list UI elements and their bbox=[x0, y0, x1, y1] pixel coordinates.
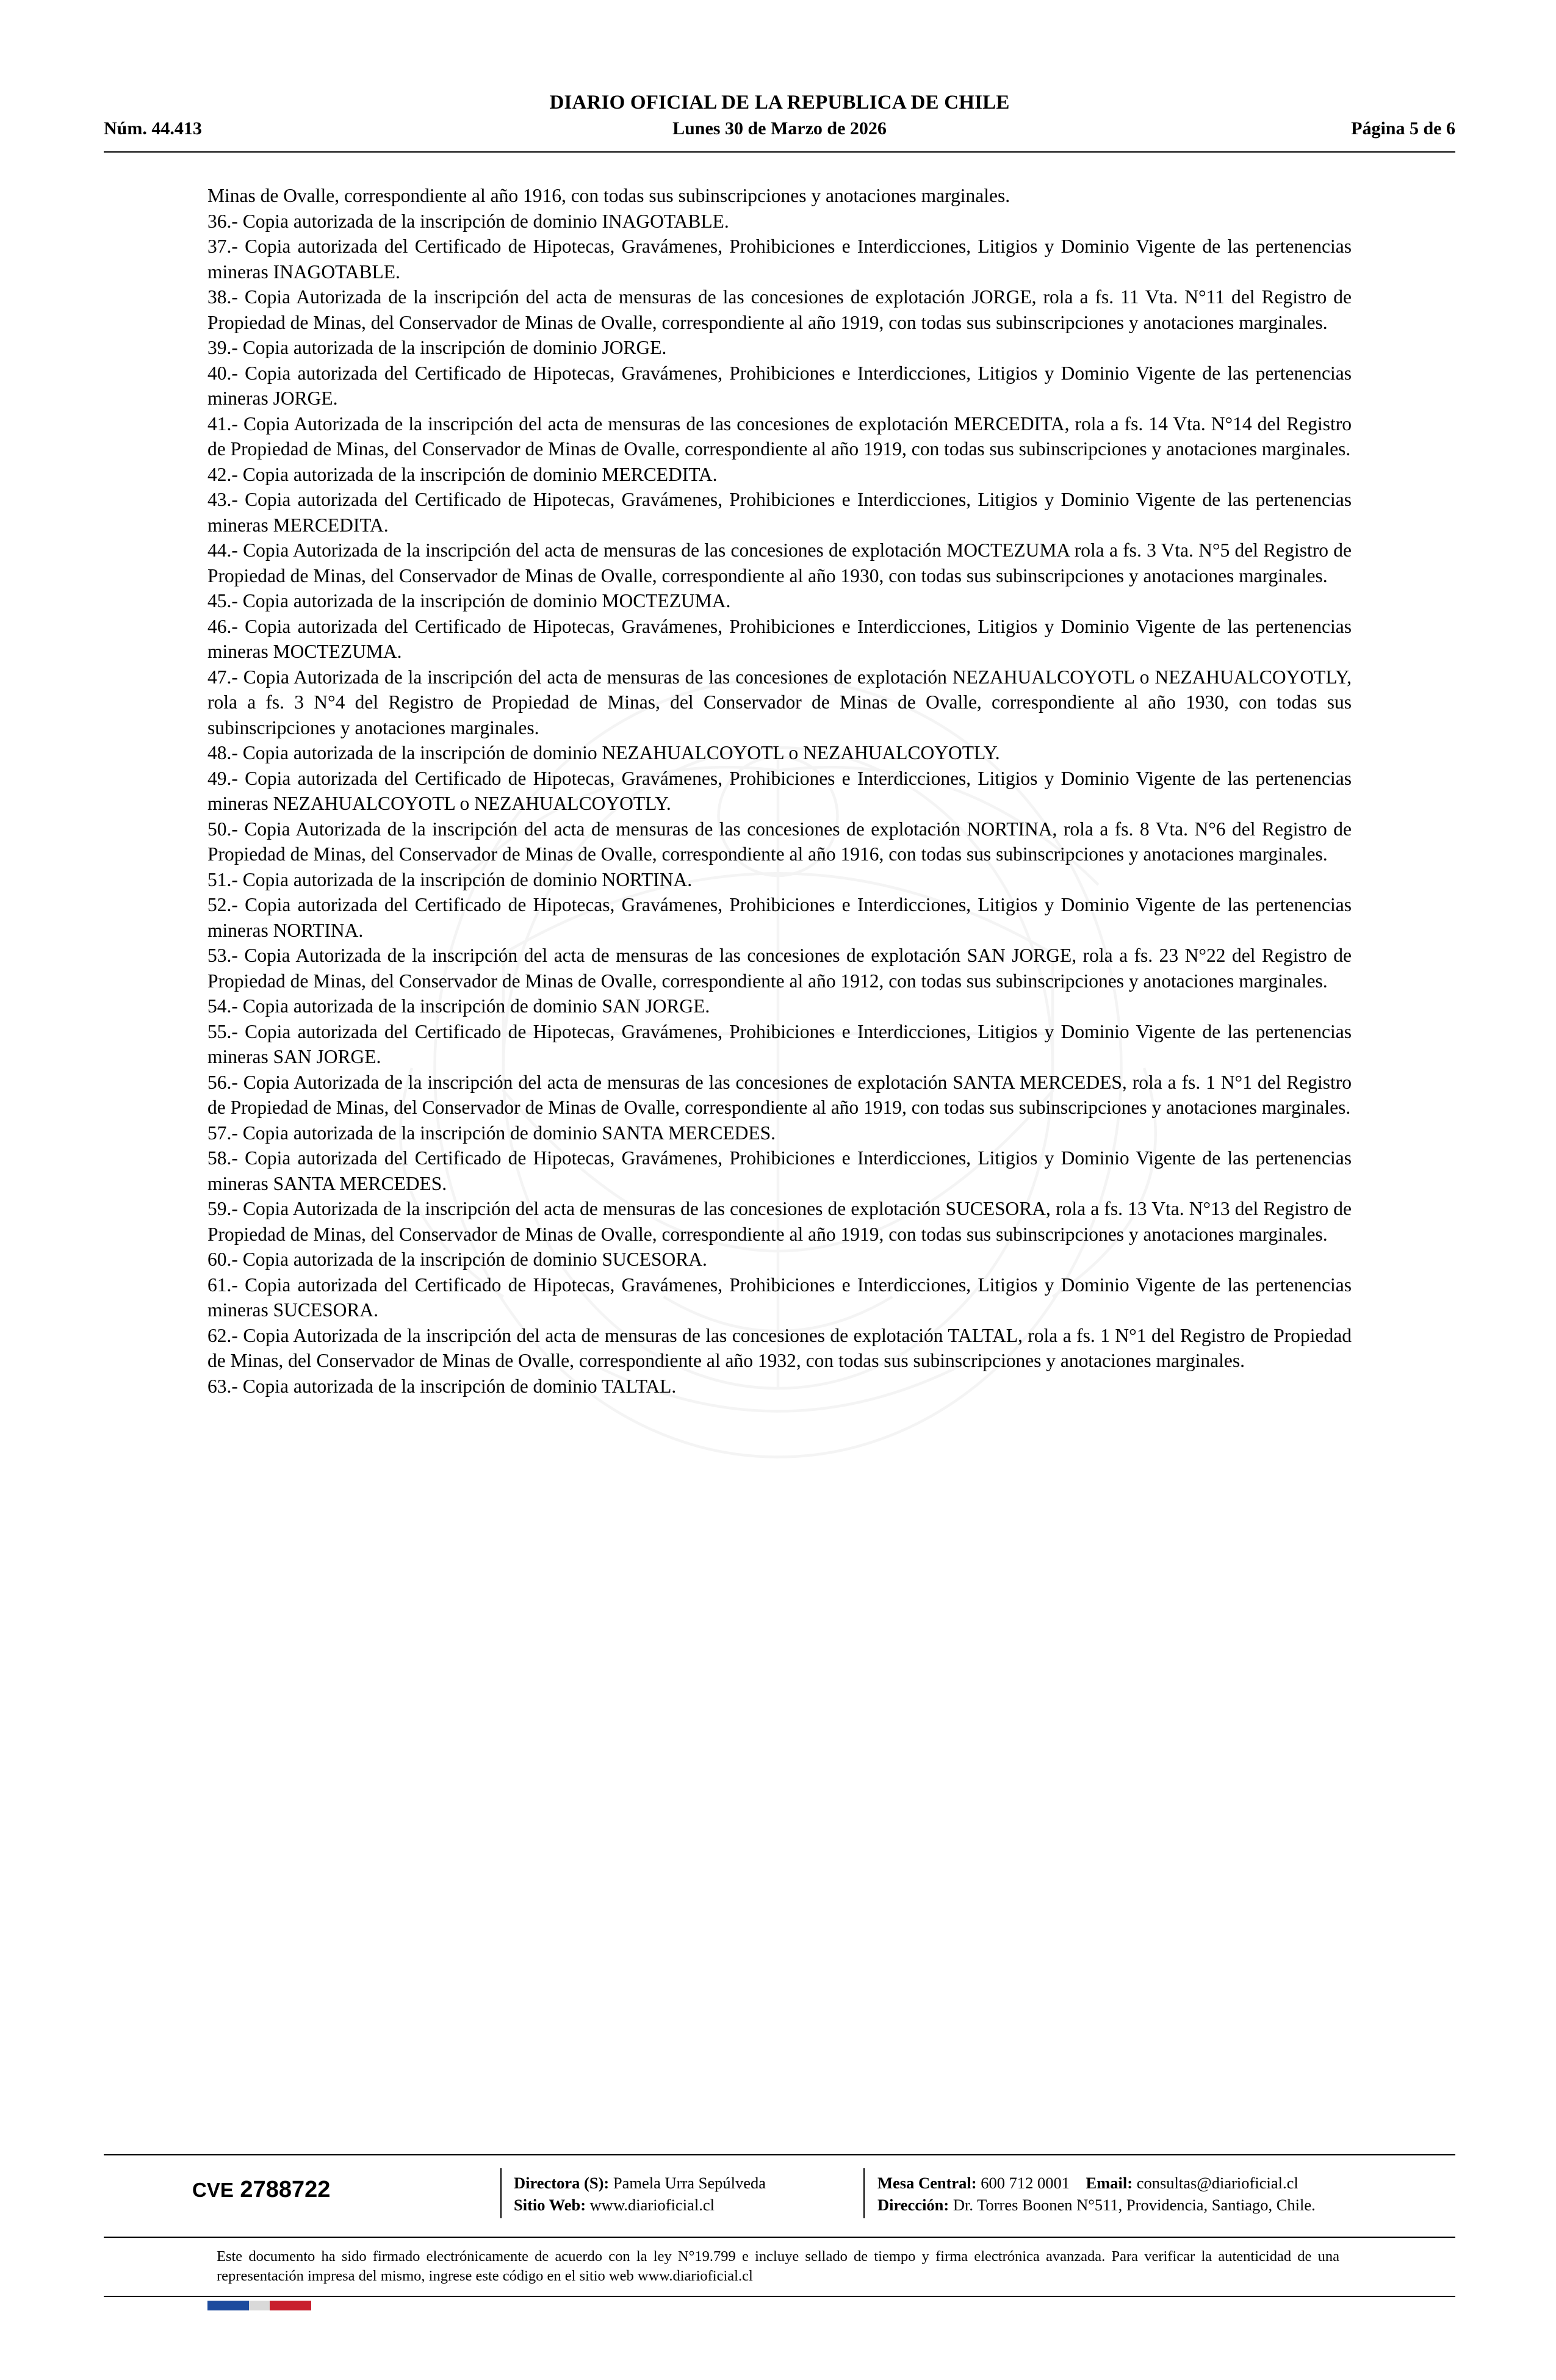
flag-segment bbox=[270, 2301, 290, 2310]
body-paragraph: 49.- Copia autorizada del Certificado de Hipotecas, Gravámenes, Prohibiciones e Interdicciones, Litigios y Dominio Vigente de las pertenencias mineras NEZAHUALCOYOTL o NEZAHUALCOYOTLY. bbox=[207, 767, 1352, 814]
body-paragraph: 44.- Copia Autorizada de la inscripción del acta de mensuras de las concesiones de explotación MOCTEZUMA rola a fs. 3 Vta. N°5 del Registro de Propiedad de Minas, del Conservador de Minas de Ovalle, correspondiente al año 1930, con todas sus subinscripciones y anotaciones marginales. bbox=[207, 539, 1352, 586]
body-paragraph: 61.- Copia autorizada del Certificado de Hipotecas, Gravámenes, Prohibiciones e Interdicciones, Litigios y Dominio Vigente de las pertenencias mineras SUCESORA. bbox=[207, 1274, 1352, 1321]
flag-segment bbox=[207, 2301, 228, 2310]
body-paragraph: 60.- Copia autorizada de la inscripción de dominio SUCESORA. bbox=[207, 1249, 707, 1270]
body-paragraph: 57.- Copia autorizada de la inscripción de dominio SANTA MERCEDES. bbox=[207, 1122, 776, 1144]
body-paragraph: 41.- Copia Autorizada de la inscripción del acta de mensuras de las concesiones de explotación MERCEDITA, rola a fs. 14 Vta. N°14 del Registro de Propiedad de Minas, del Conservador de Minas de Ovalle, correspondiente al año 1919, con todas sus subinscripciones y anotaciones marginales. bbox=[207, 413, 1352, 460]
cve-number: 2788722 bbox=[240, 2177, 331, 2202]
body-paragraph: 52.- Copia autorizada del Certificado de Hipotecas, Gravámenes, Prohibiciones e Interdicciones, Litigios y Dominio Vigente de las pertenencias mineras NORTINA. bbox=[207, 894, 1352, 941]
body-paragraph: 62.- Copia Autorizada de la inscripción del acta de mensuras de las concesiones de explotación TALTAL, rola a fs. 1 N°1 del Registro de Propiedad de Minas, del Conservador de Minas de Ovalle, correspondiente al año 1932, con todas sus subinscripciones y anotaciones marginales. bbox=[207, 1324, 1352, 1371]
page-footer bbox=[104, 2163, 1455, 2230]
header-divider bbox=[104, 151, 1455, 153]
director-name: Pamela Urra Sepúlveda bbox=[613, 2174, 766, 2192]
email-label: Email: bbox=[1086, 2174, 1133, 2192]
body-paragraph: 51.- Copia autorizada de la inscripción de dominio NORTINA. bbox=[207, 868, 693, 890]
legal-notice: Este documento ha sido firmado electrónicamente de acuerdo con la ley N°19.799 e incluye sellado de tiempo y firma electrónica avanzada. Para verificar la autenticidad de una representación impresa del mismo, ingrese este código en el sitio web www.diarioficial.cl bbox=[217, 2248, 1339, 2284]
body-paragraph: 38.- Copia Autorizada de la inscripción del acta de mensuras de las concesiones de explotación JORGE, rola a fs. 11 Vta. N°11 del Registro de Propiedad de Minas, del Conservador de Minas de Ovalle, correspondiente al año 1919, con todas sus subinscripciones y anotaciones marginales. bbox=[207, 286, 1352, 333]
body-paragraph: 36.- Copia autorizada de la inscripción de dominio INAGOTABLE. bbox=[207, 210, 729, 232]
footer-divider-top bbox=[104, 2154, 1455, 2155]
flag-stripe bbox=[207, 2301, 311, 2310]
body-paragraph: 63.- Copia autorizada de la inscripción de dominio TALTAL. bbox=[207, 1375, 677, 1397]
footer-divider-bottom bbox=[104, 2296, 1455, 2297]
footer-divider-mid bbox=[104, 2237, 1455, 2238]
director-label: Directora (S): bbox=[514, 2174, 610, 2192]
address-value: Dr. Torres Boonen N°511, Providencia, Santiago, Chile. bbox=[953, 2196, 1316, 2214]
flag-segment bbox=[228, 2301, 249, 2310]
issue-date: Lunes 30 de Marzo de 2026 bbox=[672, 118, 887, 139]
publication-title: DIARIO OFICIAL DE LA REPUBLICA DE CHILE bbox=[549, 92, 1010, 114]
body-paragraph: 45.- Copia autorizada de la inscripción de dominio MOCTEZUMA. bbox=[207, 590, 731, 611]
document-body bbox=[207, 183, 1352, 1399]
footer-separator-1 bbox=[500, 2168, 502, 2218]
body-paragraph: 40.- Copia autorizada del Certificado de Hipotecas, Gravámenes, Prohibiciones e Interdicciones, Litigios y Dominio Vigente de las pertenencias mineras JORGE. bbox=[207, 362, 1352, 409]
body-paragraph: 50.- Copia Autorizada de la inscripción del acta de mensuras de las concesiones de explotación NORTINA, rola a fs. 8 Vta. N°6 del Registro de Propiedad de Minas, del Conservador de Minas de Ovalle, correspondiente al año 1916, con todas sus subinscripciones y anotaciones marginales. bbox=[207, 818, 1352, 865]
footer-column-contact bbox=[877, 2172, 1451, 2216]
body-paragraph: Minas de Ovalle, correspondiente al año 1916, con todas sus subinscripciones y anotaciones marginales. bbox=[207, 185, 1010, 206]
phone-value: 600 712 0001 bbox=[981, 2174, 1070, 2192]
body-paragraph: 39.- Copia autorizada de la inscripción de dominio JORGE. bbox=[207, 337, 667, 358]
body-paragraph: 37.- Copia autorizada del Certificado de Hipotecas, Gravámenes, Prohibiciones e Interdicciones, Litigios y Dominio Vigente de las pertenencias mineras INAGOTABLE. bbox=[207, 236, 1352, 283]
flag-segment bbox=[290, 2301, 311, 2310]
body-paragraph: 47.- Copia Autorizada de la inscripción del acta de mensuras de las concesiones de explotación NEZAHUALCOYOTL o NEZAHUALCOYOTLY, rola a fs. 3 N°4 del Registro de Propiedad de Minas, del Conservador de Minas de Ovalle, correspondiente al año 1930, con todas sus subinscripciones y anotaciones marginales. bbox=[207, 666, 1352, 738]
page-indicator: Página 5 de 6 bbox=[1351, 118, 1455, 139]
body-paragraph: 56.- Copia Autorizada de la inscripción del acta de mensuras de las concesiones de explotación SANTA MERCEDES, rola a fs. 1 N°1 del Registro de Propiedad de Minas, del Conservador de Minas de Ovalle, correspondiente al año 1919, con todas sus subinscripciones y anotaciones marginales. bbox=[207, 1071, 1352, 1118]
page-header bbox=[104, 92, 1455, 143]
cve-label: CVE bbox=[192, 2179, 234, 2201]
body-paragraph: 55.- Copia autorizada del Certificado de Hipotecas, Gravámenes, Prohibiciones e Interdicciones, Litigios y Dominio Vigente de las pertenencias mineras SAN JORGE. bbox=[207, 1020, 1352, 1067]
footer-separator-2 bbox=[863, 2168, 865, 2218]
body-paragraph: 59.- Copia Autorizada de la inscripción del acta de mensuras de las concesiones de explotación SUCESORA, rola a fs. 13 Vta. N°13 del Registro de Propiedad de Minas, del Conservador de Minas de Ovalle, correspondiente al año 1919, con todas sus subinscripciones y anotaciones marginales. bbox=[207, 1198, 1352, 1245]
issue-number: Núm. 44.413 bbox=[104, 118, 202, 139]
body-paragraph: 53.- Copia Autorizada de la inscripción del acta de mensuras de las concesiones de explotación SAN JORGE, rola a fs. 23 N°22 del Registro de Propiedad de Minas, del Conservador de Minas de Ovalle, correspondiente al año 1912, con todas sus subinscripciones y anotaciones marginales. bbox=[207, 945, 1352, 992]
body-paragraph: 58.- Copia autorizada del Certificado de Hipotecas, Gravámenes, Prohibiciones e Interdicciones, Litigios y Dominio Vigente de las pertenencias mineras SANTA MERCEDES. bbox=[207, 1147, 1352, 1194]
body-paragraph: 54.- Copia autorizada de la inscripción de dominio SAN JORGE. bbox=[207, 995, 710, 1017]
body-paragraph: 46.- Copia autorizada del Certificado de Hipotecas, Gravámenes, Prohibiciones e Interdicciones, Litigios y Dominio Vigente de las pertenencias mineras MOCTEZUMA. bbox=[207, 615, 1352, 662]
phone-label: Mesa Central: bbox=[877, 2174, 977, 2192]
body-paragraph: 42.- Copia autorizada de la inscripción de dominio MERCEDITA. bbox=[207, 463, 718, 485]
address-label: Dirección: bbox=[877, 2196, 949, 2214]
flag-segment bbox=[249, 2301, 270, 2310]
website-value: www.diarioficial.cl bbox=[589, 2196, 715, 2214]
website-label: Sitio Web: bbox=[514, 2196, 586, 2214]
footer-column-director bbox=[514, 2172, 855, 2216]
body-paragraph: 43.- Copia autorizada del Certificado de Hipotecas, Gravámenes, Prohibiciones e Interdicciones, Litigios y Dominio Vigente de las pertenencias mineras MERCEDITA. bbox=[207, 489, 1352, 536]
body-paragraph: 48.- Copia autorizada de la inscripción de dominio NEZAHUALCOYOTL o NEZAHUALCOYOTLY. bbox=[207, 742, 1000, 763]
cve-code bbox=[192, 2177, 330, 2203]
email-value: consultas@diarioficial.cl bbox=[1136, 2174, 1298, 2192]
